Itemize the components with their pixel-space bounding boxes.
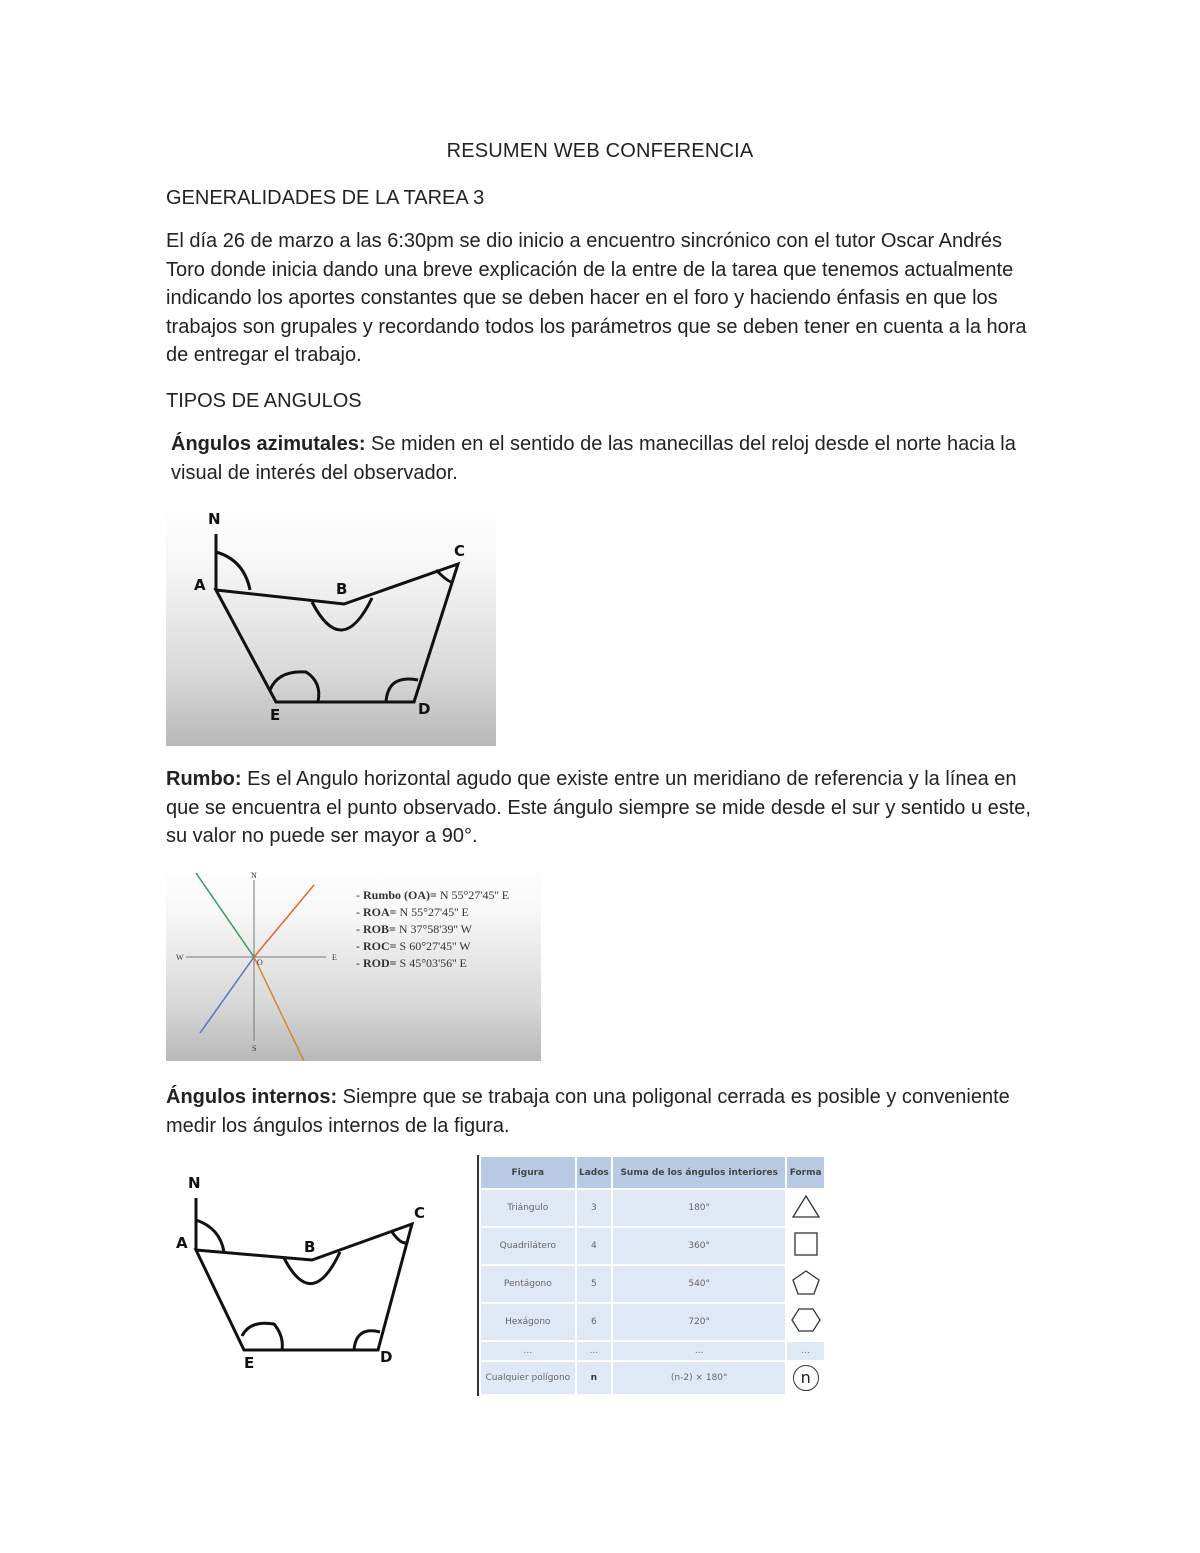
- label-a: A: [176, 1234, 188, 1252]
- azimuth-polygon-drawing: [166, 502, 496, 746]
- term-internos: Ángulos internos:: [166, 1086, 338, 1108]
- line-oa: [254, 885, 314, 957]
- section-heading-generalidades: GENERALIDADES DE LA TAREA 3: [166, 187, 485, 209]
- rumbo-list-item: - Rumbo (OA)= N 55°27'45'' E: [356, 888, 510, 902]
- rumbo-figure: [166, 865, 541, 1061]
- pentagon-icon: [791, 1269, 821, 1295]
- line-oc: [200, 957, 254, 1033]
- table-row: Quadrilátero 4 360°: [480, 1227, 825, 1265]
- label-b: B: [304, 1238, 316, 1256]
- table-row: Pentágono 5 540°: [480, 1265, 825, 1303]
- rumbo-list-item: - ROB= N 37°58'39'' W: [356, 922, 472, 936]
- azimuth-polygon-figure: [166, 502, 496, 746]
- label-a: A: [194, 576, 206, 594]
- table-row: Triángulo 3 180°: [480, 1189, 825, 1227]
- label-c: C: [414, 1204, 426, 1222]
- table-row: ... ... ... ...: [480, 1341, 825, 1361]
- hexagon-icon: [791, 1307, 821, 1333]
- label-d: D: [380, 1348, 393, 1366]
- definition-rumbo: Es el Angulo horizontal agudo que existe entre un meridiano de referencia y la línea en que se encuentra el punto observado. Este ángulo siempre se mide desde el sur y sentido u este, su valor no puede ser mayor a 90°.: [166, 768, 1031, 847]
- label-d: D: [418, 700, 431, 718]
- label-b: B: [336, 580, 348, 598]
- paragraph-rumbo: [166, 765, 1046, 851]
- table-row: Cualquier polígono n (n-2) × 180° n: [480, 1361, 825, 1396]
- internal-angles-figure: [166, 1160, 436, 1396]
- definition-azimutales: Se miden en el sentido de las manecillas del reloj desde el norte hacia la visual de interés del observador.: [171, 433, 1016, 484]
- line-od: [254, 957, 304, 1061]
- term-azimutales: Ángulos azimutales:: [171, 433, 366, 455]
- rumbo-list: [356, 887, 509, 972]
- label-c: C: [454, 542, 466, 560]
- paragraph-internos: [166, 1083, 1046, 1140]
- label-e: E: [244, 1354, 255, 1372]
- table-row: Hexágono 6 720°: [480, 1303, 825, 1341]
- label-n: N: [208, 510, 221, 528]
- label-n: N: [188, 1174, 201, 1192]
- column-header-suma: Suma de los ángulos interiores: [612, 1156, 786, 1189]
- compass-w: W: [176, 953, 184, 962]
- line-ob: [196, 873, 254, 957]
- column-header-forma: Forma: [786, 1156, 825, 1189]
- square-icon: [791, 1231, 821, 1257]
- column-header-lados: Lados: [576, 1156, 612, 1189]
- column-header-figura: Figura: [480, 1156, 576, 1189]
- internal-polygon-drawing: [166, 1160, 436, 1396]
- compass-o: O: [257, 958, 263, 967]
- term-rumbo: Rumbo:: [166, 768, 242, 790]
- page-title: RESUMEN WEB CONFERENCIA: [446, 140, 754, 162]
- rumbo-list-item: - ROD= S 45°03'56'' E: [356, 956, 467, 970]
- paragraph-azimutales: [171, 430, 1051, 487]
- paragraph-intro: El día 26 de marzo a las 6:30pm se dio inicio a encuentro sincrónico con el tutor Oscar Andrés Toro donde inicia dando una breve explicación de la entre de la tarea que tenemos actualmente indicando los aportes constantes que se deben hacer en el foro y haciendo énfasis en que los trabajos son grupales y recordando todos los parámetros que se deben tener en cuenta a la hora de entregar el trabajo.: [166, 230, 1027, 366]
- compass-e: E: [332, 953, 337, 962]
- rumbo-list-item: - ROC= S 60°27'45'' W: [356, 939, 471, 953]
- compass-n: N: [251, 871, 257, 880]
- section-heading-tipos: TIPOS DE ANGULOS: [166, 390, 362, 412]
- definition-internos: Siempre que se trabaja con una poligonal cerrada es posible y conveniente medir los ángulos internos de la figura.: [166, 1086, 1010, 1137]
- n-circle-icon: n: [793, 1365, 819, 1391]
- polygon-sum-table: [479, 1155, 826, 1396]
- rumbo-list-item: - ROA= N 55°27'45'' E: [356, 905, 469, 919]
- polygon-sum-table-figure: [477, 1155, 826, 1396]
- compass-s: S: [252, 1044, 257, 1053]
- triangle-icon: [791, 1193, 821, 1219]
- label-e: E: [270, 706, 281, 724]
